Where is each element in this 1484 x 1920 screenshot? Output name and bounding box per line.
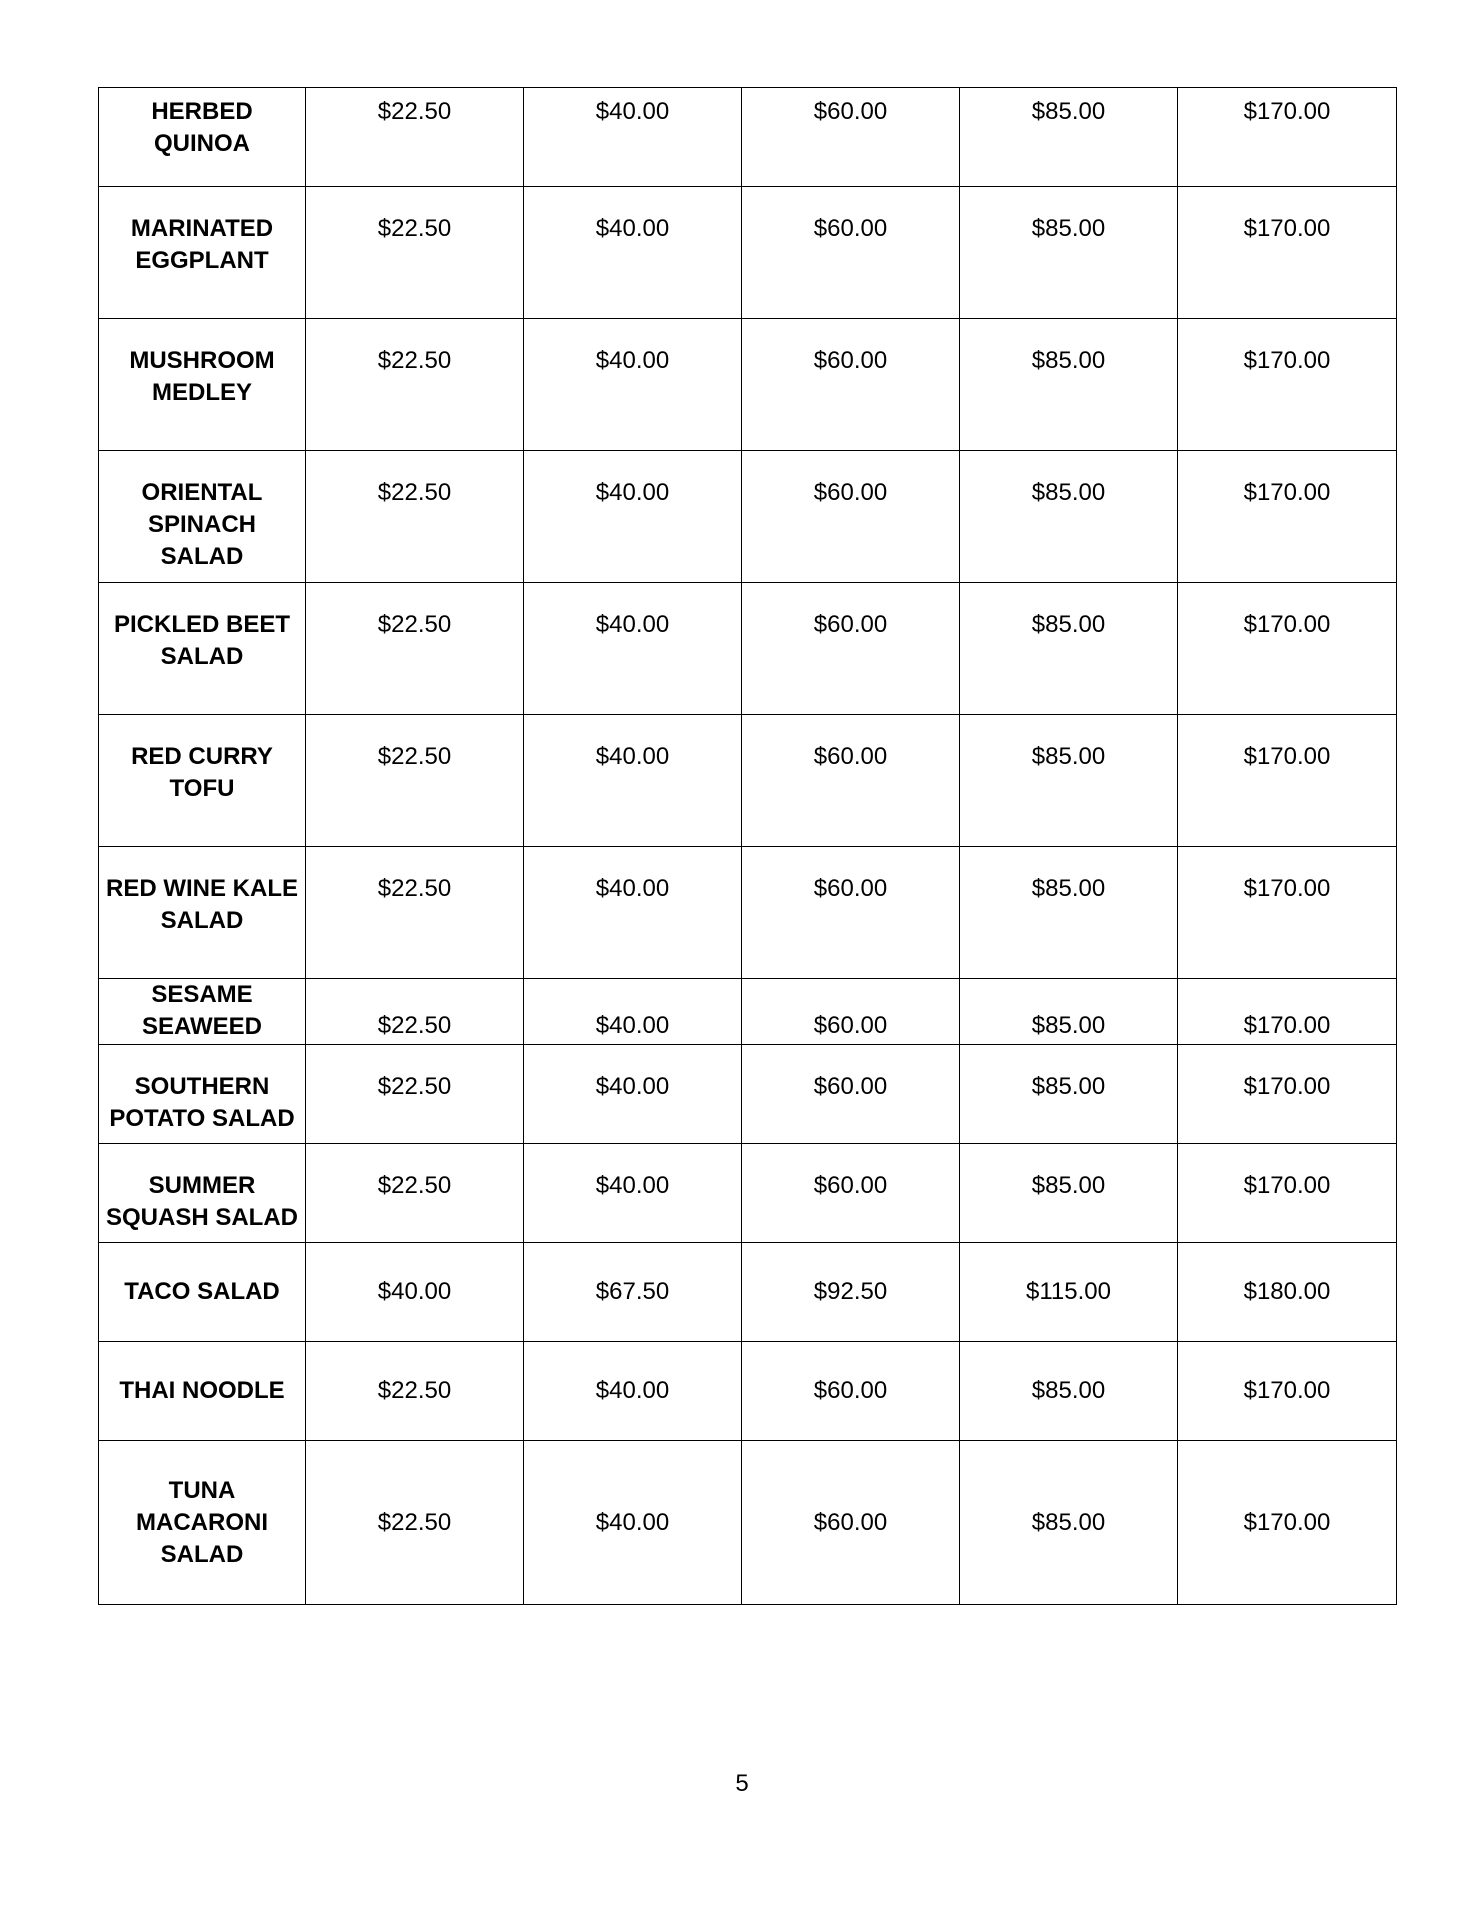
price-cell: $40.00 [524, 1045, 742, 1144]
price-cell: $22.50 [306, 1342, 524, 1441]
price-table [98, 87, 1397, 1605]
item-name: RED CURRY TOFU [131, 743, 273, 802]
price-cell: $85.00 [960, 187, 1178, 319]
price-cell: $85.00 [960, 715, 1178, 847]
price-cell: $22.50 [306, 583, 524, 715]
item-name-cell [99, 1441, 306, 1605]
price-cell: $170.00 [1178, 451, 1397, 583]
price-cell: $22.50 [306, 1441, 524, 1605]
price-cell: $40.00 [524, 847, 742, 979]
price-cell: $60.00 [742, 979, 960, 1045]
item-name-cell [99, 187, 306, 319]
price-cell: $40.00 [524, 451, 742, 583]
item-name: MARINATED EGGPLANT [130, 215, 274, 274]
price-cell: $22.50 [306, 451, 524, 583]
item-name: SOUTHERN POTATO SALAD [109, 1073, 295, 1132]
item-name-cell [99, 1342, 306, 1441]
price-cell: $40.00 [306, 1243, 524, 1342]
price-cell: $60.00 [742, 187, 960, 319]
price-cell: $170.00 [1178, 979, 1397, 1045]
item-name: SESAME SEAWEED [141, 981, 263, 1040]
item-name-cell [99, 583, 306, 715]
price-cell: $22.50 [306, 979, 524, 1045]
price-cell: $85.00 [960, 1045, 1178, 1144]
price-cell: $85.00 [960, 1342, 1178, 1441]
price-cell: $22.50 [306, 1045, 524, 1144]
table-row [99, 715, 1397, 847]
price-cell: $115.00 [960, 1243, 1178, 1342]
item-name: RED WINE KALE SALAD [106, 875, 298, 934]
item-name: ORIENTAL SPINACH SALAD [141, 479, 263, 570]
item-name-cell [99, 979, 306, 1045]
item-name-cell [99, 1243, 306, 1342]
price-cell: $170.00 [1178, 319, 1397, 451]
price-cell: $170.00 [1178, 715, 1397, 847]
item-name-cell [99, 1144, 306, 1243]
price-cell: $40.00 [524, 583, 742, 715]
price-cell: $85.00 [960, 1144, 1178, 1243]
price-cell: $40.00 [524, 715, 742, 847]
price-cell: $40.00 [524, 1441, 742, 1605]
item-name-cell [99, 847, 306, 979]
price-cell: $40.00 [524, 979, 742, 1045]
table-row [99, 1144, 1397, 1243]
item-name: MUSHROOM MEDLEY [129, 347, 275, 406]
price-cell: $85.00 [960, 451, 1178, 583]
price-cell: $60.00 [742, 1342, 960, 1441]
price-cell: $40.00 [524, 1144, 742, 1243]
table-row [99, 979, 1397, 1045]
item-name-cell [99, 715, 306, 847]
table-row [99, 1243, 1397, 1342]
page-number: 5 [735, 1770, 749, 1797]
price-cell: $60.00 [742, 715, 960, 847]
price-cell: $22.50 [306, 319, 524, 451]
price-cell: $170.00 [1178, 1441, 1397, 1605]
price-cell: $40.00 [524, 319, 742, 451]
item-name: HERBED QUINOA [151, 98, 253, 157]
price-cell: $180.00 [1178, 1243, 1397, 1342]
table-row [99, 1045, 1397, 1144]
price-cell: $60.00 [742, 88, 960, 187]
price-cell: $170.00 [1178, 1045, 1397, 1144]
price-cell: $22.50 [306, 847, 524, 979]
price-cell: $60.00 [742, 1144, 960, 1243]
price-cell: $85.00 [960, 979, 1178, 1045]
price-cell: $60.00 [742, 319, 960, 451]
price-cell: $85.00 [960, 88, 1178, 187]
price-cell: $170.00 [1178, 88, 1397, 187]
table-row [99, 451, 1397, 583]
item-name-cell [99, 1045, 306, 1144]
table-row [99, 1441, 1397, 1605]
price-cell: $92.50 [742, 1243, 960, 1342]
price-cell: $40.00 [524, 88, 742, 187]
price-cell: $22.50 [306, 715, 524, 847]
table-row [99, 583, 1397, 715]
item-name: TACO SALAD [124, 1278, 280, 1305]
price-cell: $170.00 [1178, 1144, 1397, 1243]
item-name: THAI NOODLE [119, 1377, 285, 1404]
price-cell: $60.00 [742, 1045, 960, 1144]
price-cell: $60.00 [742, 1441, 960, 1605]
item-name: TUNA MACARONI SALAD [136, 1476, 268, 1568]
price-cell: $85.00 [960, 1441, 1178, 1605]
price-cell: $67.50 [524, 1243, 742, 1342]
table-row [99, 847, 1397, 979]
price-cell: $170.00 [1178, 847, 1397, 979]
price-cell: $85.00 [960, 847, 1178, 979]
price-cell: $170.00 [1178, 1342, 1397, 1441]
table-row [99, 88, 1397, 187]
table-row [99, 1342, 1397, 1441]
price-cell: $40.00 [524, 1342, 742, 1441]
price-cell: $60.00 [742, 583, 960, 715]
table-row [99, 187, 1397, 319]
price-cell: $170.00 [1178, 187, 1397, 319]
table-row [99, 319, 1397, 451]
price-cell: $85.00 [960, 583, 1178, 715]
price-cell: $22.50 [306, 187, 524, 319]
price-cell: $60.00 [742, 451, 960, 583]
item-name-cell [99, 88, 306, 187]
price-cell: $85.00 [960, 319, 1178, 451]
price-cell: $60.00 [742, 847, 960, 979]
price-cell: $170.00 [1178, 583, 1397, 715]
price-cell: $40.00 [524, 187, 742, 319]
item-name-cell [99, 451, 306, 583]
item-name: SUMMER SQUASH SALAD [105, 1172, 298, 1231]
item-name: PICKLED BEET SALAD [113, 611, 290, 670]
price-cell: $22.50 [306, 88, 524, 187]
price-cell: $22.50 [306, 1144, 524, 1243]
item-name-cell [99, 319, 306, 451]
